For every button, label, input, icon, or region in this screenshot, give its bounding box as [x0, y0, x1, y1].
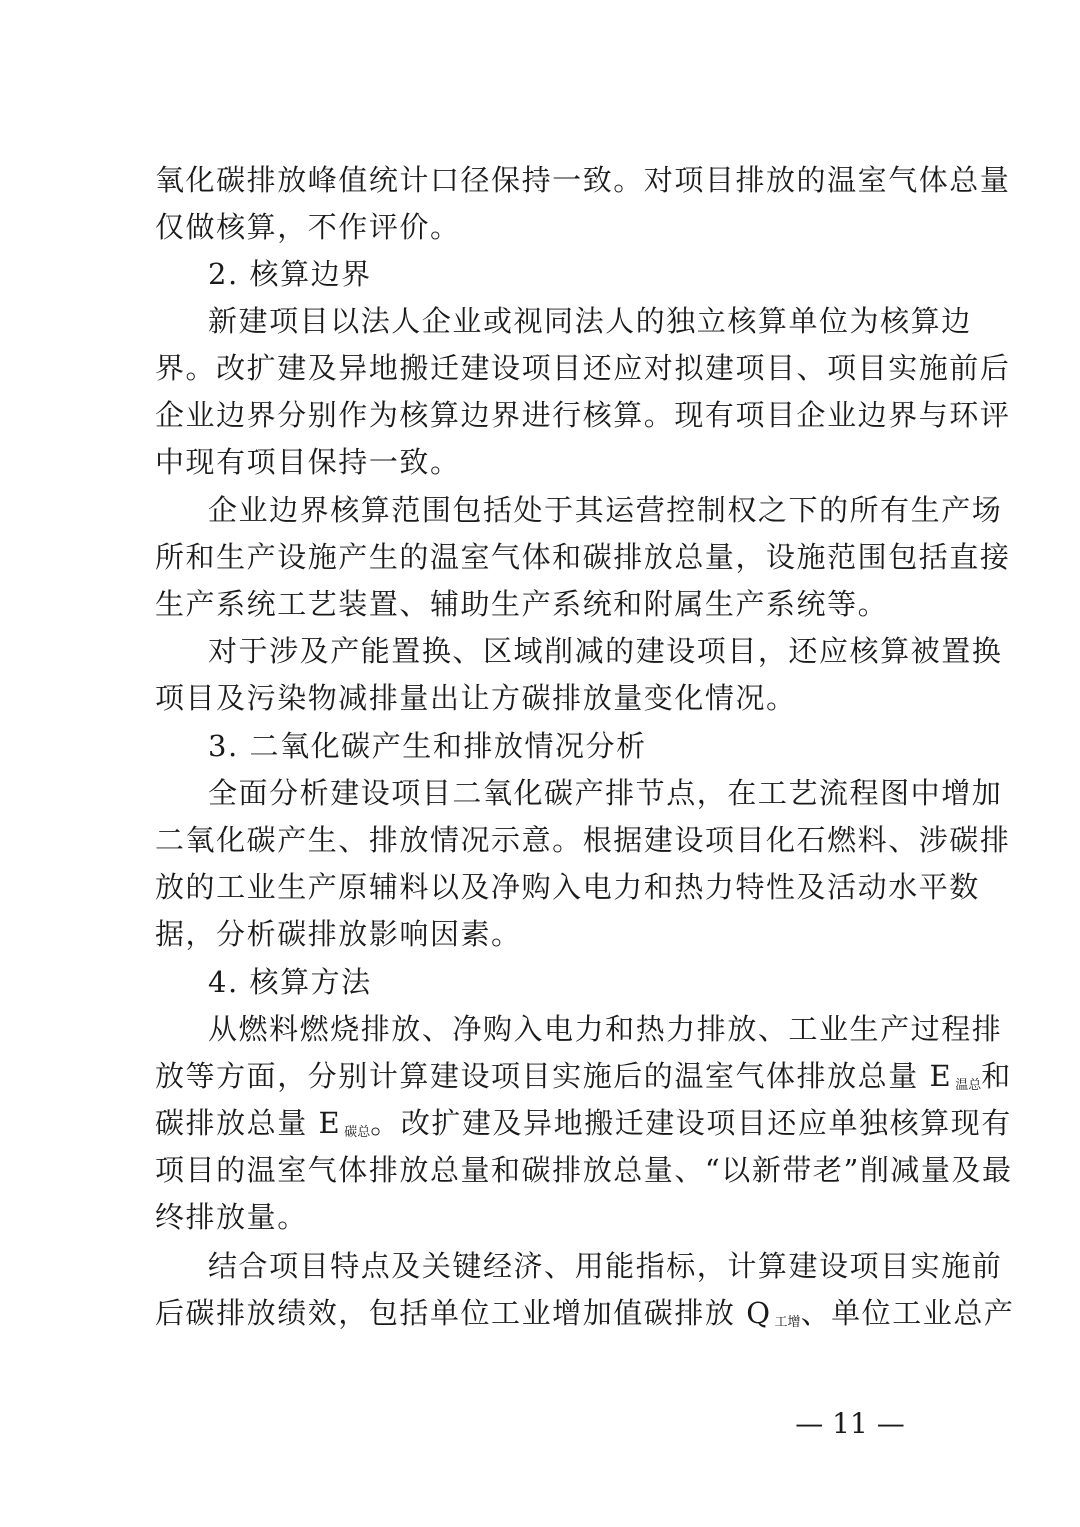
- subscript-total-carbon: 碳总: [344, 1125, 371, 1140]
- body-text-line: 生产系统工艺装置、辅助生产系统和附属生产系统等。: [155, 587, 889, 621]
- line-text: 、单位工业总产: [800, 1296, 1015, 1330]
- page-number: — 11 —: [795, 1407, 905, 1440]
- body-text-line: 终排放量。: [155, 1200, 308, 1234]
- body-text-line: 项目及污染物减排量出让方碳排放量变化情况。: [155, 681, 797, 715]
- line-text: 和: [981, 1059, 1012, 1093]
- line-text: 。改扩建及异地搬迁建设项目还应单独核算现有: [370, 1106, 1012, 1140]
- body-text-line: 企业边界分别作为核算边界进行核算。现有项目企业边界与环评: [155, 398, 1011, 432]
- subscript-industrial-added-value: 工增: [774, 1315, 801, 1330]
- line-text: 后碳排放绩效，包括单位工业增加值碳排放 Q: [155, 1296, 772, 1330]
- body-text-line: 氧化碳排放峰值统计口径保持一致。对项目排放的温室气体总量: [155, 163, 1011, 197]
- line-text: 放等方面，分别计算建设项目实施后的温室气体排放总量 E: [155, 1059, 953, 1093]
- body-text-line: [155, 1293, 1015, 1333]
- section-heading-co2-analysis: 3. 二氧化碳产生和排放情况分析: [208, 729, 647, 763]
- body-text-line: 放的工业生产原辅料以及净购入电力和热力特性及活动水平数: [155, 870, 980, 904]
- body-text-line: 结合项目特点及关键经济、用能指标，计算建设项目实施前: [208, 1249, 1003, 1283]
- section-heading-accounting-boundary: 2. 核算边界: [208, 257, 372, 291]
- subscript-total-ghg: 温总: [955, 1078, 982, 1093]
- body-text-line: 新建项目以法人企业或视同法人的独立核算单位为核算边: [208, 304, 972, 338]
- body-text-line: 仅做核算，不作评价。: [155, 210, 461, 244]
- body-text-line: 企业边界核算范围包括处于其运营控制权之下的所有生产场: [208, 493, 1003, 527]
- section-heading-accounting-method: 4. 核算方法: [208, 965, 372, 999]
- body-text-line: 据，分析碳排放影响因素。: [155, 917, 522, 951]
- body-text-line: 中现有项目保持一致。: [155, 445, 461, 479]
- line-text: 碳排放总量 E: [155, 1106, 342, 1140]
- body-text-line: [155, 1056, 1012, 1096]
- body-text-line: 项目的温室气体排放总量和碳排放总量、“以新带老”削减量及最: [155, 1153, 1013, 1187]
- body-text-line: 界。改扩建及异地搬迁建设项目还应对拟建项目、项目实施前后: [155, 351, 1011, 385]
- body-text-line: [155, 1103, 1012, 1143]
- body-text-line: 二氧化碳产生、排放情况示意。根据建设项目化石燃料、涉碳排: [155, 823, 1011, 857]
- body-text-line: 从燃料燃烧排放、净购入电力和热力排放、工业生产过程排: [208, 1012, 1003, 1046]
- body-text-line: 对于涉及产能置换、区域削减的建设项目，还应核算被置换: [208, 634, 1003, 668]
- body-text-line: 所和生产设施产生的温室气体和碳排放总量，设施范围包括直接: [155, 540, 1011, 574]
- body-text-line: 全面分析建设项目二氧化碳产排节点，在工艺流程图中增加: [208, 776, 1003, 810]
